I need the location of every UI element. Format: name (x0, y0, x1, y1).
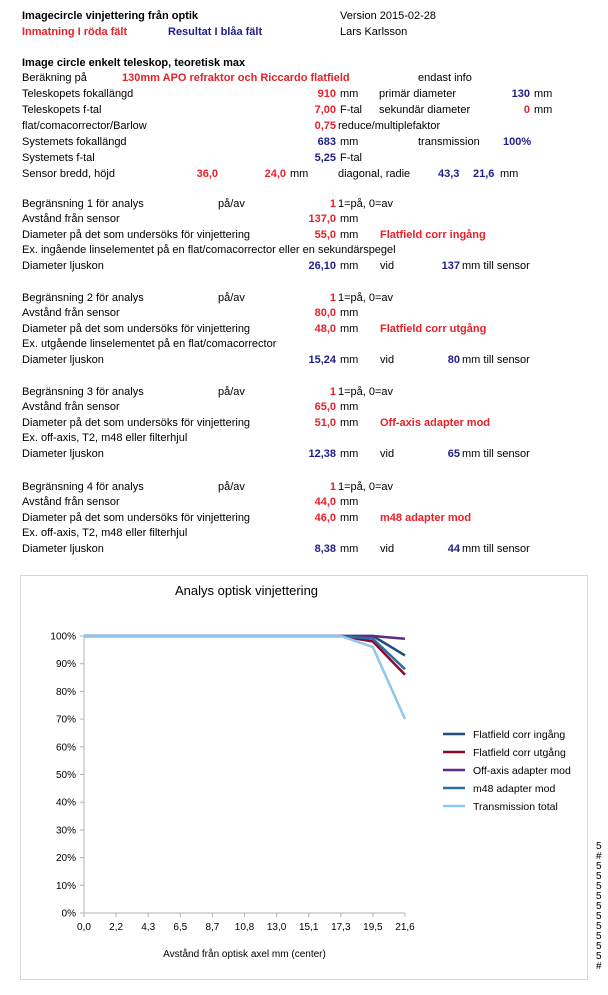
limit-title: Begränsning 3 för analys (22, 386, 144, 398)
result-note: Resultat I blåa fält (168, 26, 263, 38)
version-label: Version 2015-02-28 (340, 10, 437, 22)
x-tick-label: 6,5 (173, 922, 188, 933)
onoff-desc: 1=på, 0=av (338, 198, 394, 210)
onoff-label: på/av (218, 292, 245, 304)
diameter-label: Diameter på det som undersöks för vinjettering (22, 229, 251, 241)
edge-glyph: 5 (596, 871, 602, 882)
distance-value[interactable]: 44,0 (314, 496, 336, 508)
distance-unit: mm (340, 307, 359, 319)
legend-label: m48 adapter mod (473, 783, 556, 795)
diameter-unit: mm (340, 323, 359, 335)
y-tick-label: 20% (55, 853, 76, 865)
chart-svg (21, 576, 589, 981)
legend-label: Off-axis adapter mod (473, 765, 571, 777)
x-tick-label: 10,8 (234, 922, 255, 933)
distance-label: Avstånd från sensor (22, 496, 120, 508)
x-tick-label: 13,0 (266, 922, 287, 933)
diameter-label: Diameter på det som undersöks för vinjettering (22, 417, 251, 429)
distance-label: Avstånd från sensor (22, 401, 120, 413)
distance-label: Avstånd från sensor (22, 307, 120, 319)
example-text: Ex. ingående linselementet på en flat/comacorrector eller en sekundärspegel (22, 244, 396, 256)
cone-value: 26,10 (308, 260, 336, 272)
x-tick-label: 15,1 (298, 922, 319, 933)
cone-value: 12,38 (308, 448, 336, 460)
at-label: vid (380, 354, 395, 366)
limit-name[interactable]: m48 adapter mod (380, 512, 472, 524)
limit-title: Begränsning 2 för analys (22, 292, 144, 304)
diameter-value[interactable]: 55,0 (314, 229, 336, 241)
distance-unit: mm (340, 401, 359, 413)
f-ratio-value[interactable]: 7,00 (314, 104, 336, 116)
example-text: Ex. off-axis, T2, m48 eller filterhjul (22, 432, 188, 444)
sensor-width-value[interactable]: 36,0 (196, 168, 218, 180)
diameter-unit: mm (340, 512, 359, 524)
limit-name[interactable]: Off-axis adapter mod (380, 417, 491, 429)
legend-label: Flatfield corr ingång (473, 729, 566, 741)
secondary-diameter-value[interactable]: 0 (523, 104, 530, 116)
cone-unit: mm (340, 260, 359, 272)
cone-value: 15,24 (308, 354, 336, 366)
vignetting-chart (20, 575, 588, 980)
cone-label: Diameter ljuskon (22, 260, 104, 272)
primary-diameter-value: 130 (511, 88, 530, 100)
system-focal-unit: mm (340, 136, 359, 148)
diagonal-label: diagonal, radie (338, 168, 411, 180)
app-title: Imagecircle vinjettering från optik (22, 10, 199, 22)
diagonal-value: 43,3 (438, 168, 460, 180)
y-tick-label: 0% (61, 908, 76, 920)
calc-label: Beräkning på (22, 72, 87, 84)
cone-value: 8,38 (314, 543, 336, 555)
x-tick-label: 21,6 (395, 922, 415, 933)
edge-glyph: 5 (596, 921, 602, 932)
f-ratio-label: Teleskopets f-tal (22, 104, 102, 116)
system-focal-label: Systemets fokallängd (22, 136, 127, 148)
focal-length-unit: mm (340, 88, 359, 100)
y-tick-label: 90% (55, 659, 76, 671)
input-note: Inmatning I röda fält (22, 26, 128, 38)
edge-glyph: # (596, 851, 602, 862)
x-axis-label: Avstånd från optisk axel mm (center) (163, 949, 326, 960)
diameter-label: Diameter på det som undersöks för vinjettering (22, 323, 251, 335)
at-label: vid (380, 448, 395, 460)
sensor-label: Sensor bredd, höjd (22, 168, 115, 180)
section-title-telescope: Image circle enkelt teleskop, teoretisk max (22, 57, 246, 69)
edge-glyph: 5 (596, 901, 602, 912)
cone-unit: mm (340, 448, 359, 460)
edge-glyph: 5 (596, 841, 602, 852)
transmission-value: 100% (503, 136, 532, 148)
x-tick-label: 4,3 (141, 922, 156, 933)
focal-length-value[interactable]: 910 (317, 88, 336, 100)
corrector-desc: reduce/multiplefaktor (338, 120, 441, 132)
system-f-label: Systemets f-tal (22, 152, 95, 164)
onoff-label: på/av (218, 198, 245, 210)
distance-value[interactable]: 65,0 (314, 401, 336, 413)
edge-glyph: # (596, 961, 602, 972)
system-focal-value: 683 (317, 136, 336, 148)
primary-diameter-unit: mm (534, 88, 553, 100)
x-tick-label: 8,7 (205, 922, 220, 933)
onoff-desc: 1=på, 0=av (338, 481, 394, 493)
diameter-unit: mm (340, 417, 359, 429)
y-tick-label: 80% (55, 686, 76, 698)
at-label: vid (380, 260, 395, 272)
cone-label: Diameter ljuskon (22, 448, 104, 460)
edge-glyph: 5 (596, 861, 602, 872)
y-tick-label: 10% (55, 880, 76, 892)
legend-label: Flatfield corr utgång (473, 747, 566, 759)
at-label: vid (380, 543, 395, 555)
edge-glyph: 5 (596, 891, 602, 902)
chart-title: Analys optisk vinjettering (174, 583, 319, 598)
onoff-desc: 1=på, 0=av (338, 386, 394, 398)
diameter-value[interactable]: 51,0 (314, 417, 336, 429)
distance-unit: mm (340, 496, 359, 508)
example-text: Ex. off-axis, T2, m48 eller filterhjul (22, 527, 188, 539)
y-tick-label: 40% (55, 797, 76, 809)
edge-glyph: 5 (596, 941, 602, 952)
info-only-label: endast info (418, 72, 472, 84)
corrector-label: flat/comacorrector/Barlow (22, 120, 147, 132)
edge-glyph: 5 (596, 881, 602, 892)
diameter-value[interactable]: 48,0 (314, 323, 336, 335)
limit-title: Begränsning 4 för analys (22, 481, 144, 493)
to-sensor-label: mm till sensor (462, 354, 530, 366)
edge-glyph: 5 (596, 951, 602, 962)
limit-name[interactable]: Flatfield corr ingång (380, 229, 486, 241)
cone-unit: mm (340, 354, 359, 366)
limit-title: Begränsning 1 för analys (22, 198, 144, 210)
onoff-value[interactable]: 1 (329, 481, 336, 493)
diameter-value[interactable]: 46,0 (314, 512, 336, 524)
y-tick-label: 70% (55, 714, 76, 726)
distance-value[interactable]: 80,0 (314, 307, 336, 319)
distance-value[interactable]: 137,0 (308, 213, 336, 225)
cone-label: Diameter ljuskon (22, 543, 104, 555)
author-label: Lars Karlsson (340, 26, 408, 38)
diameter-unit: mm (340, 229, 359, 241)
to-sensor-label: mm till sensor (462, 260, 530, 272)
y-tick-label: 50% (55, 770, 76, 781)
transmission-label: transmission (418, 136, 480, 148)
onoff-label: på/av (218, 481, 245, 493)
example-text: Ex. utgående linselementet på en flat/comacorrector (22, 338, 277, 350)
distance-label: Avstånd från sensor (22, 213, 120, 225)
distance-unit: mm (340, 213, 359, 225)
y-tick-label: 30% (55, 825, 76, 837)
cone-label: Diameter ljuskon (22, 354, 104, 366)
radius-unit: mm (500, 168, 519, 180)
to-sensor-label: mm till sensor (462, 543, 530, 555)
focal-length-label: Teleskopets fokallängd (22, 88, 134, 100)
radius-value: 21,6 (473, 168, 495, 180)
corrector-value[interactable]: 0,75 (314, 120, 336, 132)
secondary-diameter-label: sekundär diameter (379, 104, 471, 116)
legend-label: Transmission total (473, 801, 558, 813)
primary-diameter-label: primär diameter (379, 88, 457, 100)
system-f-value: 5,25 (314, 152, 336, 164)
to-sensor-label: mm till sensor (462, 448, 530, 460)
sensor-height-value[interactable]: 24,0 (264, 168, 286, 180)
onoff-value[interactable]: 1 (329, 198, 336, 210)
at-value: 65 (447, 448, 460, 460)
x-tick-label: 19,5 (363, 922, 383, 933)
calc-value[interactable]: 130mm APO refraktor och Riccardo flatfield (122, 72, 350, 84)
sensor-unit: mm (290, 168, 309, 180)
secondary-diameter-unit: mm (534, 104, 553, 116)
onoff-value[interactable]: 1 (329, 386, 336, 398)
at-value: 80 (447, 354, 460, 366)
edge-glyph: 5 (596, 911, 602, 922)
y-tick-label: 60% (55, 742, 76, 754)
f-ratio-unit: F-tal (340, 104, 362, 116)
diameter-label: Diameter på det som undersöks för vinjettering (22, 512, 251, 524)
at-value: 44 (447, 543, 460, 555)
at-value: 137 (441, 260, 460, 272)
onoff-value[interactable]: 1 (329, 292, 336, 304)
x-tick-label: 17,3 (331, 922, 351, 933)
onoff-label: på/av (218, 386, 245, 398)
x-tick-label: 2,2 (109, 922, 124, 933)
edge-glyph: 5 (596, 931, 602, 942)
limit-name[interactable]: Flatfield corr utgång (380, 323, 487, 335)
cone-unit: mm (340, 543, 359, 555)
series-line-5 (84, 636, 405, 719)
system-f-unit: F-tal (340, 152, 362, 164)
y-tick-label: 100% (50, 631, 76, 643)
onoff-desc: 1=på, 0=av (338, 292, 394, 304)
x-tick-label: 0,0 (77, 922, 91, 933)
